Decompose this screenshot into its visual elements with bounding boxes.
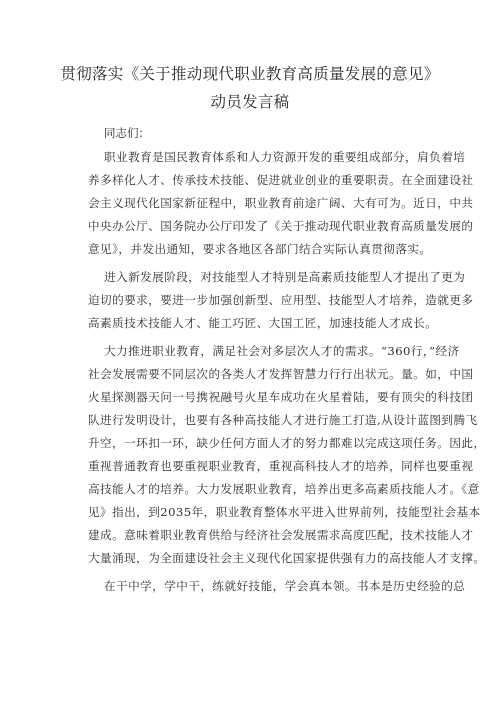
- paragraph-3-line-3: 火星探测器天问一号携祝融号火星车成功在火星着陆，要有顶尖的科技团: [88, 390, 474, 404]
- paragraph-1-line-4: 中央办公厅、国务院办公厅印发了《关于推动现代职业教育高质量发展的: [88, 219, 474, 233]
- document-title-line1: 贯彻落实《关于推动现代职业教育高质量发展的意见》: [60, 65, 440, 83]
- paragraph-3-line-10: 大量涌现，为全面建设社会主义现代化国家提供强有力的高技能人才支撑。: [88, 551, 486, 565]
- document-title-line2: 动员发言稿: [210, 93, 290, 111]
- paragraph-2-line-1: 进入新发展阶段，对技能型人才特别是高素质技能型人才提出了更为: [104, 270, 466, 284]
- paragraph-4-line-1: 在干中学，学中干，练就好技能，学会真本领。书本是历史经验的总: [104, 579, 466, 593]
- paragraph-3-line-5: 升空，一环扣一环，缺少任何方面人才的努力都难以完成这项任务。因此，: [88, 436, 486, 450]
- paragraph-2-line-2: 迫切的要求，要进一步加强创新型、应用型、技能型人才培养，造就更多: [88, 293, 474, 307]
- paragraph-3-line-8: 见》指出，到2035年，职业教育整体水平进入世界前列，技能型社会基本: [88, 505, 481, 519]
- paragraph-3-line-7: 高技能人才的培养。大力发展职业教育，培养出更多高素质技能人才。《意: [88, 482, 480, 496]
- paragraph-1-line-2: 养多样化人才、传承技术技能、促进就业创业的重要职责。在全面建设社: [88, 173, 474, 187]
- paragraph-1-line-5: 意见》，并发出通知，要求各地区各部门结合实际认真贯彻落实。: [88, 242, 432, 256]
- paragraph-1-line-1: 职业教育是国民教育体系和人力资源开发的重要组成部分，肩负着培: [104, 150, 466, 164]
- paragraph-3-line-1: 大力推进职业教育，满足社会对多层次人才的需求。“360行，”经济: [104, 344, 460, 358]
- paragraph-3-line-2: 社会发展需要不同层次的各类人才发挥智慧力行行出状元。量。如，中国: [88, 367, 474, 381]
- salutation: 同志们：: [104, 126, 150, 140]
- paragraph-1-line-3: 会主义现代化国家新征程中，职业教育前途广阔、大有可为。近日，中共: [88, 196, 474, 210]
- paragraph-3-line-6: 重视普通教育也要重视职业教育，重视高科技人才的培养，同样也要重视: [88, 459, 474, 473]
- paragraph-3-line-9: 建成。意味着职业教育供给与经济社会发展需求高度匹配，技术技能人才: [88, 528, 474, 542]
- paragraph-3-line-4: 队进行发明设计，也要有各种高技能人才进行施工打造,从设计蓝图到腾飞: [88, 413, 478, 427]
- paragraph-2-line-3: 高素质技术技能人才、能工巧匠、大国工匠，加速技能人才成长。: [88, 316, 438, 330]
